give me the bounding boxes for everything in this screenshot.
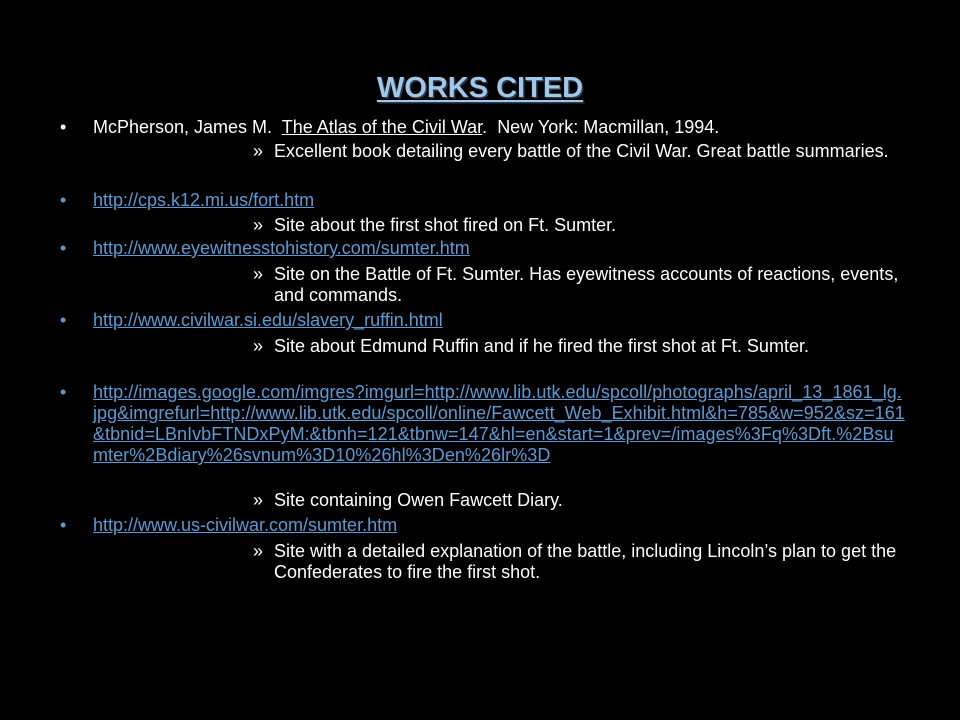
citation-6-reference [93,515,910,536]
citation-note-text: Site with a detailed explanation of the battle, including Lincoln’s plan to get the Confederates to fire the first shot. [274,541,897,582]
page-title [0,70,960,106]
bullet-icon: • [60,310,67,330]
citation-link[interactable]: http://cps.k12.mi.us/fort.htm [93,190,315,210]
citation-note-text: Site on the Battle of Ft. Sumter. Has eyewitness accounts of reactions, events, and commands. [274,264,899,305]
citation-link[interactable]: http://www.civilwar.si.edu/slavery_ruffin.html [93,310,443,330]
sub-bullet-icon: » [253,264,264,284]
citation-note-text: Site about Edmund Ruffin and if he fired the first shot at Ft. Sumter. [274,336,809,356]
citation-link[interactable]: http://images.google.com/imgres?imgurl=http://www.lib.utk.edu/spcoll/photographs/april_13_1861_lg.jpg&imgrefurl=http://www.lib.utk.edu/spcoll/online/Fawcett_Web_Exhibit.html&h=785&w=952&sz=161&tbnid=LBnIvbFTNDxPyM:&tbnh=121&tbnw=147&hl=en&start=1&prev=/images%3Fq%3Dft.%2Bsumter%2Bdiary%26svnum%3D10%26hl%3Den%26lr%3D [93,382,905,465]
sub-bullet-icon: » [253,541,264,561]
citation-publication: New York: Macmillan, 1994. [497,117,720,137]
bullet-icon: • [60,190,67,210]
title-text: WORKS CITED [376,72,584,104]
citation-2-reference [93,190,910,211]
sub-bullet-icon: » [253,336,264,356]
citation-3-reference [93,238,910,259]
sub-bullet-icon: » [253,215,264,235]
bullet-icon: • [60,238,67,258]
citation-link[interactable]: http://www.us-civilwar.com/sumter.htm [93,515,398,535]
citation-note-text: Site containing Owen Fawcett Diary. [274,490,563,510]
sub-bullet-icon: » [253,490,264,510]
citation-author: McPherson, James M. [93,117,273,137]
citation-4-reference [93,310,910,331]
citation-note-text: Excellent book detailing every battle of the Civil War. Great battle summaries. [274,141,889,161]
sub-bullet-icon: » [253,141,264,161]
bullet-icon: • [60,515,67,535]
citation-1-reference: McPherson, James M. The Atlas of the Civil War. New York: Macmillan, 1994. [93,117,720,137]
bullet-icon: • [60,117,67,137]
citation-link[interactable]: http://www.eyewitnesstohistory.com/sumter.htm [93,238,470,258]
citation-book-title: The Atlas of the Civil War [281,117,483,137]
citation-5-reference [93,382,905,466]
citation-note-text: Site about the first shot fired on Ft. Sumter. [274,215,617,235]
bullet-icon: • [60,382,67,402]
